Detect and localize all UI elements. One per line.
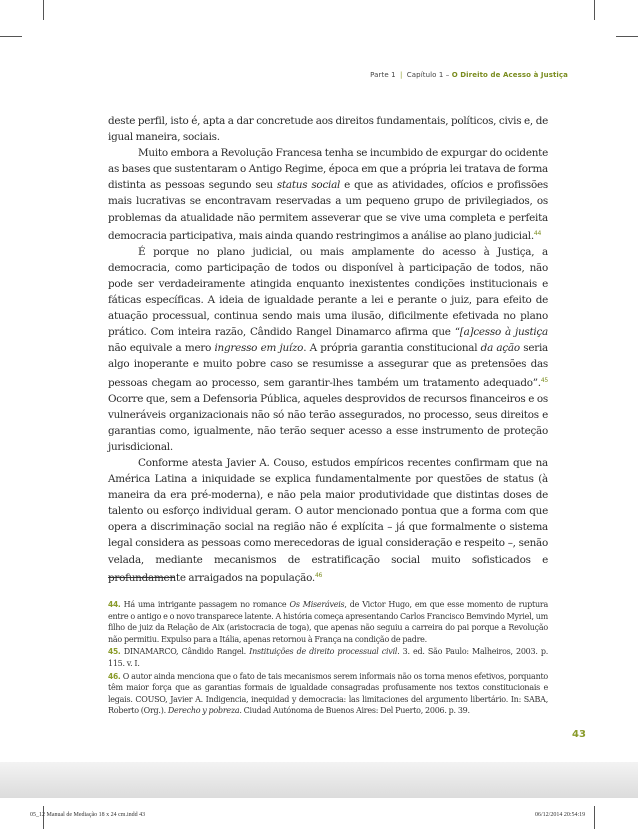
footnote-ref-45[interactable]: 45 — [540, 376, 548, 384]
paragraph-3-text-b: não equivale a mero — [108, 342, 215, 355]
paragraph-4-text: Conforme atesta Javier A. Couso, estudos empíricos recentes confirmam que na América Latina a iniquidade se explica fundamentalmente por questões de status (à maneira da era pré-moderna), e não pela maior produtividade que distintas doses de talento ou esforço individual geram. O autor mencionado pontua que a forma com que opera a discriminação social na região não é explícita – já que formalmente o sistema legal considera as pessoas como merecedoras de igual consideração e respeito –, senão velada, mediante mecanismos de estratificação social muito sofisticados e profundamente arraigados na população. — [108, 456, 548, 584]
slug-timestamp: 06/12/2014 20:54:19 — [535, 812, 586, 818]
paragraph-3-text-d: seria algo inoperante e muito pobre caso se resumisse a assegurar que as pretensões das pessoas chegam ao processo, sem garantir-lhes também um tratamento adequado”. — [108, 342, 548, 389]
header-chapter-title: O Direito de Acesso à Justiça — [451, 71, 568, 79]
footnote-45-text-a: DINAMARCO, Cândido Rangel. — [120, 647, 250, 657]
footnote-ref-44[interactable]: 44 — [533, 229, 542, 237]
paragraph-3-text-e: Ocorre que, sem a Defensoria Pública, aqueles desprovidos de recursos financeiros e os vulneráveis organizacionais não só não terão assegurados, no processo, seus direitos e garantias como, igualmente, não terão sequer acesso a esse instrumento de proteção jurisdicional. — [108, 392, 548, 453]
paragraph-3-italic-3: da ação — [480, 342, 520, 355]
footnote-45 — [108, 646, 548, 669]
bottom-gradient-band — [0, 762, 638, 798]
footnote-45-text-b: . 3. ed. São Paulo: Malheiros, 2003. p. 115. v. I. — [108, 647, 548, 668]
header-chapter-num: Capítulo 1 – — [406, 71, 450, 79]
footnote-46-text-b: . Ciudad Autónoma de Buenos Aires: Del Puerto, 2006. p. 39. — [239, 706, 470, 716]
paragraph-2 — [108, 145, 548, 244]
footnotes — [108, 599, 548, 718]
paragraph-3-italic-1: [a]cesso à justiça — [459, 326, 548, 339]
footnote-44-number: 44. — [108, 600, 121, 609]
footnote-44-italic: Os Miseráveis — [289, 600, 345, 609]
crop-mark — [43, 0, 44, 20]
slug-file: 05_12 Manual de Mediação 18 x 24 cm.indd 43 — [30, 812, 146, 818]
footnote-46 — [108, 671, 548, 717]
paragraph-2-text-a: Muito embora a Revolução Francesa tenha se incumbido de expurgar do ocidente as bases que sustentaram o Antigo Regime, época em que a própria lei tratava de forma distinta as pessoas segundo seu — [108, 147, 548, 192]
footnote-46-number: 46. — [108, 671, 121, 681]
paragraph-2-italic: status social — [276, 179, 341, 192]
header-separator: | — [399, 71, 403, 79]
footnote-44-text-a: Há uma intrigante passagem no romance — [120, 600, 290, 609]
paragraph-3 — [108, 244, 548, 455]
footnote-divider — [108, 577, 175, 578]
paragraph-3-text-a: É porque no plano judicial, ou mais amplamente do acesso à Justiça, a democracia, como participação de todos ou disponível à participação de todos, não pode ser verdadeiramente atingida enquanto inexistentes condições institucionais e fáticas específicas. A ideia de igualdade perante a lei e perante o juiz, para efeito de atuação processual, continua sendo mais uma ilusão, dificilmente efetivada no plano prático. Com inteira razão, Cândido Rangel Dinamarco afirma que “ — [108, 245, 548, 339]
paragraph-1-text: deste perfil, isto é, apta a dar concretude aos direitos fundamentais, políticos, civis e, de igual maneira, sociais. — [108, 115, 548, 144]
footnote-44-text-b: , de Victor Hugo, em que esse momento de ruptura entre o antigo e o novo transparece latente. A história começa apresentando Carlos Francisco Bemvindo Myriel, um filho de juiz da Relação de Aix (aristocracia de toga), que apenas não seguiu a carreira do pai porque a Revolução não permitiu. Expulso para a Itália, apenas retornou à França na condição de padre. — [108, 600, 548, 644]
footnote-45-number: 45. — [108, 647, 121, 657]
footnote-ref-46[interactable]: 46 — [314, 571, 323, 579]
header-part: Parte 1 — [370, 71, 396, 79]
paragraph-4 — [108, 455, 548, 586]
paragraph-1 — [108, 113, 548, 145]
crop-mark — [616, 36, 638, 37]
page-number: 43 — [572, 729, 586, 740]
paragraph-2-text-b: e que as atividades, ofícios e profissões mais lucrativas se encontravam reservadas a um pequeno grupo de privilegiados, os problemas da atualidade não permitem asseverar que se vive uma completa e perfeita democracia participativa, mais ainda quando restringimos a análise ao plano judicial. — [108, 179, 548, 242]
running-header — [370, 71, 568, 79]
footnote-46-text-a: O autor ainda menciona que o fato de tais mecanismos serem informais não os torna menos efetivos, porquanto têm maior força que as garantias formais de igualdade consagradas profusamente nos textos constitucionais e legais. COUSO, Javier A. Indigencia, inequidad y democracia: las limitaciones del argumento libertário. In: SABA, Roberto (Org.). — [108, 671, 548, 716]
footnote-45-italic: Instituições de direito processual civil — [249, 647, 398, 657]
footnote-46-italic: Derecho y pobreza — [167, 706, 240, 716]
footnote-44 — [108, 599, 548, 645]
crop-mark — [594, 806, 595, 829]
paragraph-3-italic-2: ingresso em juízo — [214, 342, 304, 355]
crop-mark — [594, 0, 595, 20]
crop-mark — [0, 36, 22, 37]
main-text — [108, 113, 548, 586]
paragraph-3-text-c: . A própria garantia constitucional — [303, 342, 481, 355]
